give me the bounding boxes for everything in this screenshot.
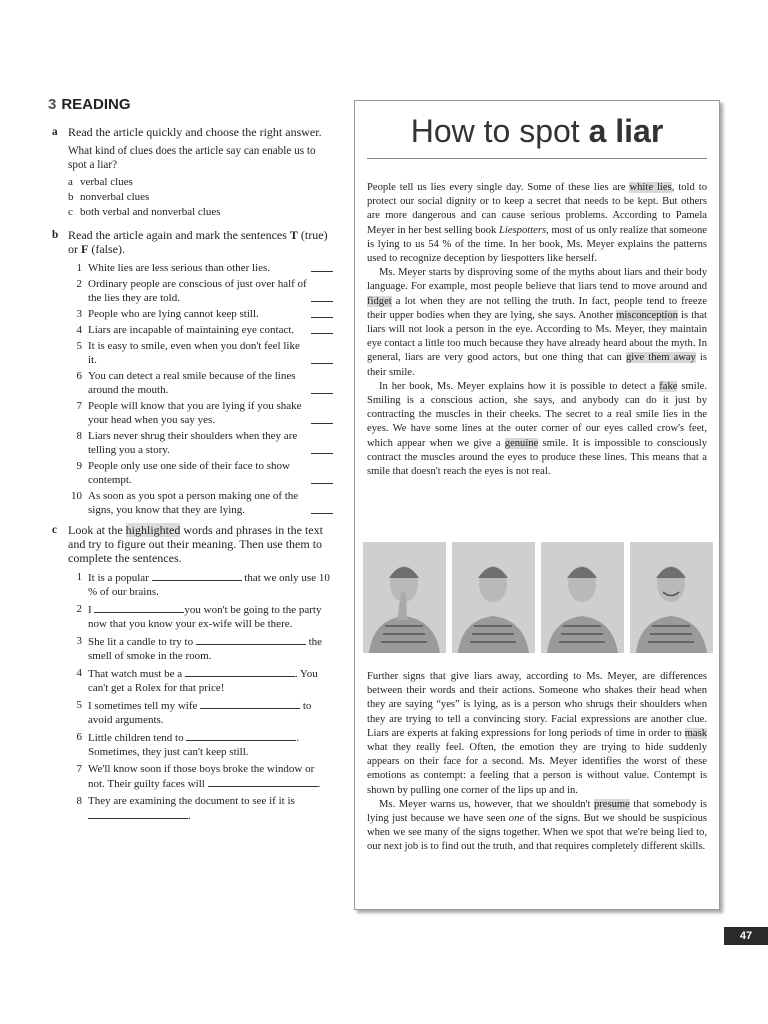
task-b-instruction: Read the article again and mark the sentences T (true) or F (false).: [68, 228, 328, 256]
tf-item: 10 As soon as you spot a person making one of the signs, you know that they are lying.: [68, 489, 333, 517]
article-paragraph: In her book, Ms. Meyer explains how it is possible to detect a fake smile. Smiling is a conscious action, she says, and anybody can do it just by contracting the muscles in their cheeks. The secret to a real smile lies in the eyes. We have some lines at the outer corner of our eyes called crow's feet, which appear when we give a genuine smile. It is impossible to consciously contract the muscles around the eyes to produce these lines. This means that a smile that doesn't reach the eyes is not real.: [367, 380, 707, 478]
task-a-question: What kind of clues does the article say can enable us to spot a liar?: [68, 145, 316, 171]
tf-item: 4 Liars are incapable of maintaining eye contact.: [68, 323, 333, 337]
fill-item: 1 It is a popular that we only use 10 % of our brains.: [76, 571, 330, 598]
woman-photo: [541, 542, 624, 653]
tf-item: 3 People who are lying cannot keep still.: [68, 307, 333, 321]
task-b: [48, 228, 333, 517]
task-c-instruction: Look at the highlighted words and phrases in the text and try to figure out their meaning. Then use them to complete the sentences.: [68, 523, 323, 565]
answer-blank[interactable]: [311, 423, 333, 424]
fill-blank[interactable]: [208, 776, 318, 787]
option-b: b nonverbal clues: [68, 191, 150, 203]
article-paragraph: Ms. Meyer warns us, however, that we shouldn't presume that somebody is lying just because we have seen one of the signs. But we should be suspicious when we see many of the signs together. When we spot that we're being lied to, our next job is to find out the truth, and that requires completely different skills.: [367, 798, 707, 853]
task-b-label: b: [52, 229, 59, 241]
tf-item: 7 People will know that you are lying if you shake your head when you say yes.: [68, 399, 333, 427]
article-paragraph: People tell us lies every single day. Some of these lies are white lies, told to protect our social dignity or to keep a secret that needs to be kept. But others are more dangerous and can cause serious problems. According to Pamela Meyer in her best selling book Liespotters, most of us only realize that someone is lying to us 54 % of the time. In her book, Ms. Meyer explains the patterns used to recognize deception by liespotters like herself.: [367, 182, 707, 265]
true-false-list: [68, 261, 333, 517]
answer-blank[interactable]: [311, 363, 333, 364]
answer-blank[interactable]: [311, 513, 333, 514]
fill-item: 4 That watch must be a . You can't get a Rolex for that price!: [76, 667, 318, 694]
fill-blank[interactable]: [200, 698, 300, 709]
task-a: [48, 125, 333, 220]
task-a-label: a: [52, 126, 58, 138]
article-body-bottom: [367, 670, 707, 855]
option-a: a verbal clues: [68, 176, 133, 188]
fill-item: 8 They are examining the document to see if it is .: [76, 795, 295, 822]
fill-item: 3 She lit a candle to try to the smell of smoke in the room.: [76, 635, 323, 662]
task-c-label: c: [52, 524, 57, 536]
option-c: c both verbal and nonverbal clues: [68, 206, 221, 218]
tf-item: 8 Liars never shrug their shoulders when they are telling you a story.: [68, 429, 333, 457]
tf-item: 2 Ordinary people are conscious of just over half of the lies they are told.: [68, 277, 333, 305]
exercise-column: [48, 98, 333, 826]
fill-blank[interactable]: [152, 570, 242, 581]
answer-blank[interactable]: [311, 333, 333, 334]
page-number: 47: [724, 927, 768, 945]
article-paragraph: Further signs that give liars away, according to Ms. Meyer, are differences between their words and their actions. Someone who shakes their head when they are saying “yes” is lying, as is a person who shrugs their shoulders when they are trying to tell a convincing story. Facial expressions are another clue. Liars are experts at faking expressions for long periods of time in order to mask what they really feel. Often, the emotion they are trying to hide suddenly appears on their face for a second. Ms. Meyer identifies the worst of these emotions as contempt: a feeling that a person is without value. Contempt is shown by pulling one corner of the lips up and in.: [367, 671, 707, 796]
answer-blank[interactable]: [311, 453, 333, 454]
task-c: [48, 523, 333, 823]
tf-item: 6 You can detect a real smile because of the lines around the mouth.: [68, 369, 333, 397]
tf-item: 1 White lies are less serious than other lies.: [68, 261, 333, 275]
woman-photo: [630, 542, 713, 653]
fill-blank[interactable]: [186, 730, 296, 741]
fill-blank[interactable]: [88, 808, 188, 819]
tf-item: 9 People only use one side of their face to show contempt.: [68, 459, 333, 487]
woman-photo: [452, 542, 535, 653]
fill-item: 2 I you won't be going to the party now that you know your ex-wife will be there.: [76, 603, 322, 630]
section-number: 3: [48, 96, 57, 113]
fill-item: 5 I sometimes tell my wife to avoid arguments.: [76, 699, 312, 726]
woman-photo: [363, 542, 446, 653]
fill-blank[interactable]: [185, 666, 295, 677]
answer-blank[interactable]: [311, 393, 333, 394]
photo-strip: [363, 542, 713, 653]
answer-blank[interactable]: [311, 317, 333, 318]
fill-blank[interactable]: [196, 634, 306, 645]
fill-blank[interactable]: [94, 602, 184, 613]
answer-blank[interactable]: [311, 301, 333, 302]
article-box: [354, 100, 720, 910]
section-heading: [48, 98, 333, 112]
article-title: How to spot a liar: [410, 113, 664, 149]
title-divider: [367, 158, 707, 159]
article-paragraph: Ms. Meyer starts by disproving some of the myths about liars and their body language. For example, most people believe that liars tend to move around and fidget a lot when they are not telling the truth. In fact, people tend to freeze their upper bodies when they are lying, she says. Another misconception is that liars will not look a person in the eye. According to Ms. Meyer, they maintain eye contact a little too much because they have already heard about the myth. In general, liars are very good actors, but one thing that can give them away is their smile.: [367, 267, 707, 378]
fill-item: 6 Little children tend to . Sometimes, they just can't keep still.: [76, 731, 300, 758]
section-title: READING: [61, 96, 131, 113]
fill-item: 7 We'll know soon if those boys broke the window or not. Their guilty faces will .: [76, 763, 321, 790]
tf-item: 5 It is easy to smile, even when you don't feel like it.: [68, 339, 333, 367]
article-body-top: [367, 181, 707, 479]
task-a-instruction: Read the article quickly and choose the right answer.: [68, 125, 322, 139]
answer-blank[interactable]: [311, 271, 333, 272]
answer-blank[interactable]: [311, 483, 333, 484]
